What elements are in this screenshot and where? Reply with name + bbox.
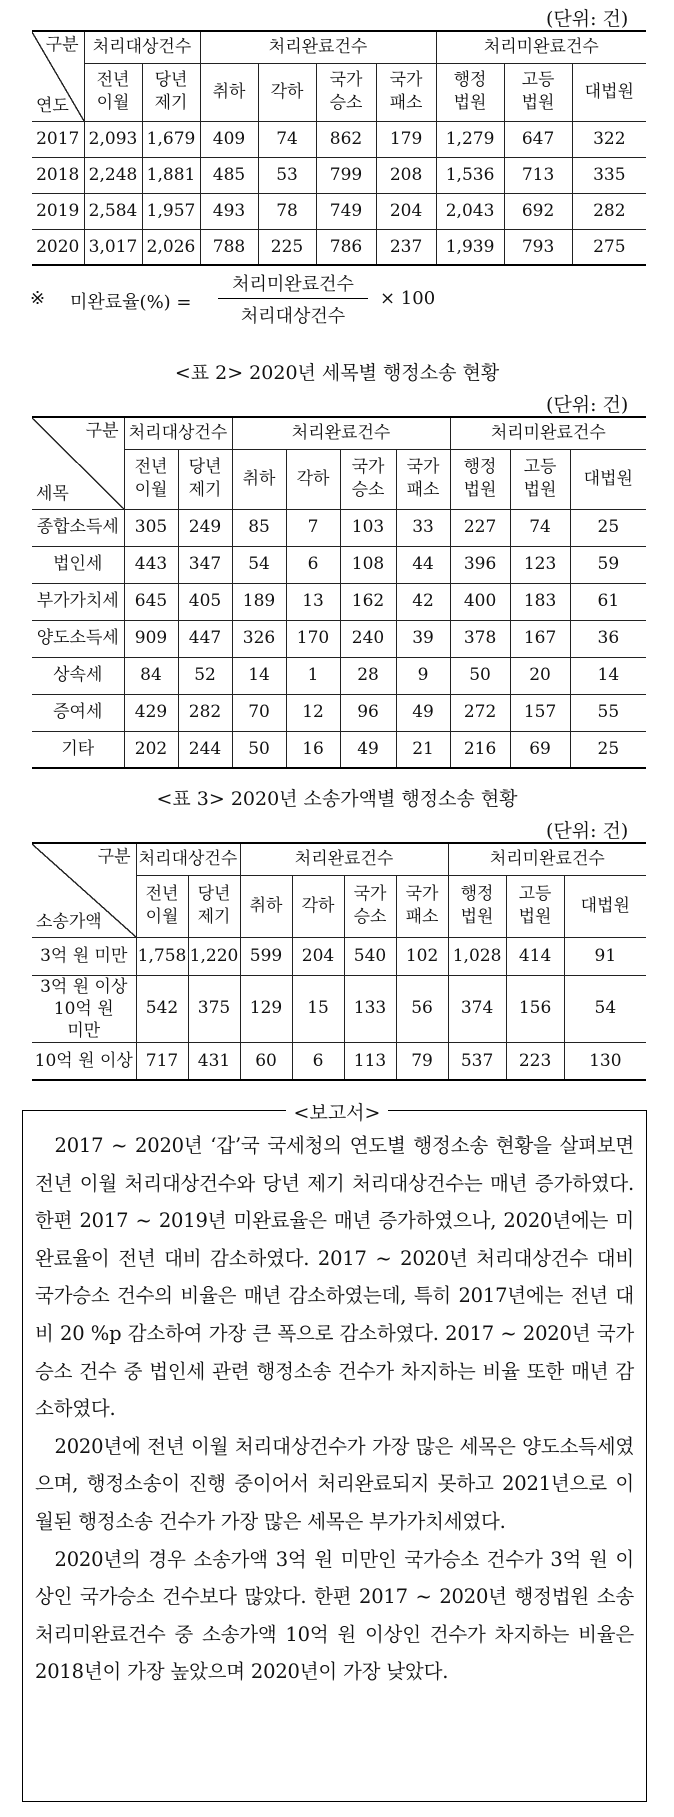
table-cell: 108	[340, 546, 396, 583]
row-label: 기타	[32, 731, 124, 768]
table-cell: 645	[124, 583, 178, 620]
column-header: 당년 제기	[178, 449, 232, 509]
table-cell: 6	[292, 1042, 344, 1080]
table-cell: 282	[572, 193, 646, 229]
table-cell: 12	[286, 694, 340, 731]
column-header: 각하	[258, 63, 316, 121]
table-row	[32, 937, 646, 975]
table-cell: 54	[564, 975, 646, 1042]
column-header: 전년 이월	[136, 875, 188, 937]
table-cell: 799	[316, 157, 376, 193]
column-header: 행정 법원	[436, 63, 504, 121]
table-row	[32, 546, 646, 583]
table-cell: 162	[340, 583, 396, 620]
corner-top-label: 구분	[45, 35, 79, 55]
table-cell: 33	[396, 509, 450, 546]
table-cell: 16	[286, 731, 340, 768]
table-cell: 28	[340, 657, 396, 694]
table-cell: 244	[178, 731, 232, 768]
table-cell: 9	[396, 657, 450, 694]
row-label: 종합소득세	[32, 509, 124, 546]
table-cell: 2,093	[84, 121, 142, 157]
table-cell: 69	[510, 731, 570, 768]
column-header: 취하	[240, 875, 292, 937]
table-cell: 202	[124, 731, 178, 768]
note-mark: ※	[30, 288, 46, 309]
table-cell: 225	[258, 229, 316, 265]
table-cell: 374	[448, 975, 506, 1042]
table-row	[32, 731, 646, 768]
table-row	[32, 157, 646, 193]
table-cell: 36	[570, 620, 646, 657]
table-cell: 85	[232, 509, 286, 546]
table-cell: 103	[340, 509, 396, 546]
table-cell: 2,043	[436, 193, 504, 229]
table-cell: 647	[504, 121, 572, 157]
column-header: 고등 법원	[510, 449, 570, 509]
column-header: 국가 승소	[340, 449, 396, 509]
column-header: 행정 법원	[448, 875, 506, 937]
column-header: 전년 이월	[124, 449, 178, 509]
report-paragraph: 2017 ~ 2020년 ‘갑’국 국세청의 연도별 행정소송 현황을 살펴보면 전년 이월 처리대상건수와 당년 제기 처리대상건수는 매년 증가하였다. 한편 2017 ~ 2019년 미완료율은 매년 증가하였으나, 2020년에는 미완료율이 전년 대비 감소하였다. 2017 ~ 2020년 처리대상건수 대비 국가승소 건수의 비율은 매년 감소하였는데, 특히 2017년에는 전년 대비 20 %p 감소하여 가장 큰 폭으로 감소하였다. 2017 ~ 2020년 국가승소 건수 중 법인세 관련 행정소송 건수가 차지하는 비율 또한 매년 감소하였다.	[35, 1134, 634, 1421]
group-header: 처리미완료건수	[448, 843, 646, 875]
table-cell: 305	[124, 509, 178, 546]
table-row	[32, 121, 646, 157]
report-box	[22, 1110, 647, 1802]
table-cell: 133	[344, 975, 396, 1042]
table-row	[32, 620, 646, 657]
table-cell: 862	[316, 121, 376, 157]
row-label: 3억 원 미만	[32, 937, 136, 975]
table-cell: 156	[506, 975, 564, 1042]
table-cell: 396	[450, 546, 510, 583]
column-header: 대법원	[572, 63, 646, 121]
table-cell: 59	[570, 546, 646, 583]
table-row	[32, 657, 646, 694]
table-by-lawsuit-amount	[32, 842, 646, 1081]
table-cell: 749	[316, 193, 376, 229]
table-cell: 322	[572, 121, 646, 157]
table-cell: 599	[240, 937, 292, 975]
table-cell: 167	[510, 620, 570, 657]
row-label: 10억 원 이상	[32, 1042, 136, 1080]
column-header: 고등 법원	[506, 875, 564, 937]
table-cell: 170	[286, 620, 340, 657]
table-cell: 1,679	[142, 121, 200, 157]
table-cell: 227	[450, 509, 510, 546]
report-paragraph: 2020년의 경우 소송가액 3억 원 미만인 국가승소 건수가 3억 원 이상인 국가승소 건수보다 많았다. 한편 2017 ~ 2020년 행정법원 소송 처리미완료건수 중 소송가액 10억 원 이상인 건수가 차지하는 비율은 2018년이 가장 높았으며 2020년이 가장 낮았다.	[35, 1547, 634, 1684]
column-header: 각하	[292, 875, 344, 937]
table-cell: 54	[232, 546, 286, 583]
table-cell: 788	[200, 229, 258, 265]
table-cell: 542	[136, 975, 188, 1042]
table-cell: 14	[570, 657, 646, 694]
table-cell: 130	[564, 1042, 646, 1080]
table-cell: 282	[178, 694, 232, 731]
table-cell: 204	[376, 193, 436, 229]
column-header: 전년 이월	[84, 63, 142, 121]
column-header: 당년 제기	[188, 875, 240, 937]
column-header: 각하	[286, 449, 340, 509]
group-header: 처리완료건수	[240, 843, 448, 875]
table-cell: 537	[448, 1042, 506, 1080]
table-cell: 443	[124, 546, 178, 583]
column-header: 대법원	[564, 875, 646, 937]
row-label: 부가가치세	[32, 583, 124, 620]
table2-caption: <표 2> 2020년 세목별 행정소송 현황	[174, 362, 500, 384]
fraction-bar	[218, 298, 368, 299]
table-cell: 786	[316, 229, 376, 265]
table-cell: 20	[510, 657, 570, 694]
table-row	[32, 1042, 646, 1080]
corner-bottom-label: 연도	[36, 96, 69, 117]
table-cell: 347	[178, 546, 232, 583]
table-cell: 7	[286, 509, 340, 546]
corner-bottom-label: 세목	[36, 484, 69, 505]
column-header: 국가 패소	[396, 449, 450, 509]
table-cell: 96	[340, 694, 396, 731]
table-cell: 1,220	[188, 937, 240, 975]
table-cell: 189	[232, 583, 286, 620]
group-header: 처리대상건수	[136, 843, 240, 875]
table-cell: 113	[344, 1042, 396, 1080]
table-cell: 414	[506, 937, 564, 975]
table-cell: 39	[396, 620, 450, 657]
table-row	[32, 694, 646, 731]
table-cell: 60	[240, 1042, 292, 1080]
column-header: 국가 패소	[376, 63, 436, 121]
table-cell: 179	[376, 121, 436, 157]
table-cell: 3,017	[84, 229, 142, 265]
table-cell: 409	[200, 121, 258, 157]
table-cell: 21	[396, 731, 450, 768]
column-header: 국가 승소	[316, 63, 376, 121]
corner-top-label: 구분	[97, 847, 131, 867]
group-header: 처리대상건수	[84, 31, 200, 63]
table-cell: 429	[124, 694, 178, 731]
table-cell: 485	[200, 157, 258, 193]
table-row	[32, 975, 646, 1042]
group-header: 처리완료건수	[232, 417, 450, 449]
table-cell: 55	[570, 694, 646, 731]
table-cell: 79	[396, 1042, 448, 1080]
table-cell: 208	[376, 157, 436, 193]
table-row	[32, 193, 646, 229]
row-label: 증여세	[32, 694, 124, 731]
corner-cell	[32, 843, 136, 937]
table3-caption: <표 3> 2020년 소송가액별 행정소송 현황	[156, 788, 518, 810]
table-cell: 52	[178, 657, 232, 694]
report-paragraph: 2020년에 전년 이월 처리대상건수가 가장 많은 세목은 양도소득세였으며, 행정소송이 진행 중이어서 처리완료되지 못하고 2021년으로 이월된 행정소송 건수가 가장 많은 세목은 부가가치세였다.	[35, 1434, 634, 1533]
table-cell: 431	[188, 1042, 240, 1080]
table-cell: 123	[510, 546, 570, 583]
row-label: 2019	[32, 193, 84, 229]
row-label: 3억 원 이상 10억 원 미만	[32, 975, 136, 1042]
table-yearly-lawsuits	[32, 30, 646, 266]
table-cell: 74	[510, 509, 570, 546]
group-header: 처리완료건수	[200, 31, 436, 63]
table-cell: 42	[396, 583, 450, 620]
formula-denominator: 처리대상건수	[240, 306, 346, 327]
table-cell: 1,279	[436, 121, 504, 157]
table-cell: 909	[124, 620, 178, 657]
table-cell: 335	[572, 157, 646, 193]
table-cell: 223	[506, 1042, 564, 1080]
table-cell: 74	[258, 121, 316, 157]
table-cell: 1	[286, 657, 340, 694]
table-cell: 793	[504, 229, 572, 265]
table-cell: 1,758	[136, 937, 188, 975]
report-title-text: <보고서>	[286, 1102, 389, 1124]
row-label: 2017	[32, 121, 84, 157]
table-cell: 326	[232, 620, 286, 657]
group-header: 처리대상건수	[124, 417, 232, 449]
table-cell: 2,584	[84, 193, 142, 229]
table-cell: 13	[286, 583, 340, 620]
table-cell: 1,957	[142, 193, 200, 229]
table-cell: 275	[572, 229, 646, 265]
table-row	[32, 509, 646, 546]
corner-top-label: 구분	[85, 421, 119, 441]
table-cell: 378	[450, 620, 510, 657]
table-cell: 717	[136, 1042, 188, 1080]
formula-lhs: 미완료율(%) =	[70, 292, 192, 313]
table-cell: 493	[200, 193, 258, 229]
formula-multiplier: × 100	[380, 288, 436, 309]
table-cell: 540	[344, 937, 396, 975]
table-cell: 84	[124, 657, 178, 694]
table-cell: 237	[376, 229, 436, 265]
column-header: 행정 법원	[450, 449, 510, 509]
column-header: 국가 패소	[396, 875, 448, 937]
table-cell: 400	[450, 583, 510, 620]
table-cell: 1,028	[448, 937, 506, 975]
table-cell: 53	[258, 157, 316, 193]
table-cell: 692	[504, 193, 572, 229]
group-header: 처리미완료건수	[450, 417, 646, 449]
table-by-tax-item	[32, 416, 646, 769]
table-cell: 56	[396, 975, 448, 1042]
table-cell: 70	[232, 694, 286, 731]
table-cell: 249	[178, 509, 232, 546]
column-header: 국가 승소	[344, 875, 396, 937]
table-cell: 49	[396, 694, 450, 731]
table-cell: 204	[292, 937, 344, 975]
table-cell: 15	[292, 975, 344, 1042]
row-label: 법인세	[32, 546, 124, 583]
table-cell: 2,026	[142, 229, 200, 265]
table-cell: 14	[232, 657, 286, 694]
row-label: 상속세	[32, 657, 124, 694]
table-cell: 102	[396, 937, 448, 975]
unit-label-table1: (단위: 건)	[546, 8, 629, 30]
column-header: 취하	[200, 63, 258, 121]
row-label: 2020	[32, 229, 84, 265]
table-cell: 405	[178, 583, 232, 620]
table-cell: 91	[564, 937, 646, 975]
table-cell: 25	[570, 731, 646, 768]
unit-label-table2: (단위: 건)	[546, 394, 629, 416]
table-cell: 1,536	[436, 157, 504, 193]
table-cell: 183	[510, 583, 570, 620]
column-header: 대법원	[570, 449, 646, 509]
table-cell: 216	[450, 731, 510, 768]
table-cell: 1,939	[436, 229, 504, 265]
table-cell: 44	[396, 546, 450, 583]
table-cell: 1,881	[142, 157, 200, 193]
table-cell: 129	[240, 975, 292, 1042]
table-cell: 157	[510, 694, 570, 731]
corner-bottom-label: 소송가액	[36, 912, 102, 933]
table-cell: 2,248	[84, 157, 142, 193]
table-cell: 78	[258, 193, 316, 229]
column-header: 고등 법원	[504, 63, 572, 121]
incomplete-rate-formula	[30, 268, 470, 332]
column-header: 당년 제기	[142, 63, 200, 121]
corner-cell	[32, 31, 84, 121]
table-cell: 61	[570, 583, 646, 620]
table-cell: 49	[340, 731, 396, 768]
formula-numerator: 처리미완료건수	[232, 274, 354, 295]
column-header: 취하	[232, 449, 286, 509]
table-cell: 25	[570, 509, 646, 546]
table-cell: 6	[286, 546, 340, 583]
group-header: 처리미완료건수	[436, 31, 646, 63]
corner-cell	[32, 417, 124, 509]
table-cell: 272	[450, 694, 510, 731]
row-label: 양도소득세	[32, 620, 124, 657]
table-cell: 240	[340, 620, 396, 657]
table-cell: 50	[450, 657, 510, 694]
report-title	[0, 1098, 674, 1125]
row-label: 2018	[32, 157, 84, 193]
table-cell: 50	[232, 731, 286, 768]
table-cell: 447	[178, 620, 232, 657]
table-cell: 713	[504, 157, 572, 193]
table-cell: 375	[188, 975, 240, 1042]
table-row	[32, 229, 646, 265]
table-row	[32, 583, 646, 620]
unit-label-table3: (단위: 건)	[546, 820, 629, 842]
